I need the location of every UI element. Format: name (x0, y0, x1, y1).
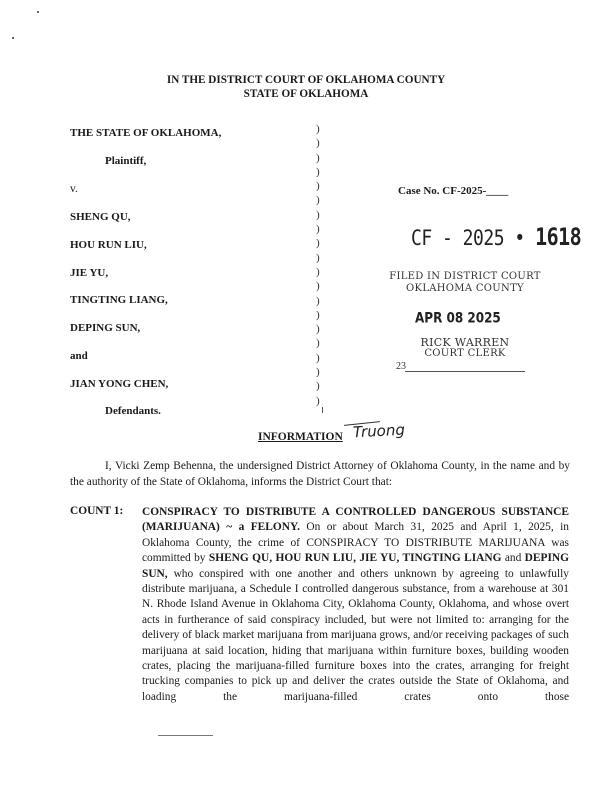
defendant-4: TINGTING LIANG, (70, 294, 168, 306)
caption-bracket: ) (316, 351, 320, 364)
caption-bracket: ) (316, 308, 320, 321)
caption-bracket: ) (316, 180, 320, 193)
caption-bracket: ) (316, 165, 320, 178)
clerk-number: 23 (396, 361, 406, 372)
caption-bracket: ) (316, 265, 320, 278)
defendant-3: JIE YU, (70, 267, 109, 279)
filed-date: APR 08 2025 (415, 310, 501, 327)
count-label: COUNT 1: (70, 505, 124, 517)
case-number-label: Case No. CF-2025-____ (398, 185, 509, 197)
caption-bracket: ) (316, 137, 320, 150)
filed-stamp-line2: OKLAHOMA COUNTY (406, 283, 524, 294)
clerk-title: COURT CLERK (424, 348, 506, 359)
filed-stamp-line1: FILED IN DISTRICT COURT (389, 271, 541, 282)
caption-bracket: ) (316, 208, 320, 221)
caption-bracket: ) (316, 294, 320, 307)
caption-bracket: ) (316, 223, 320, 236)
scan-speck (12, 37, 14, 39)
pen-mark (322, 407, 323, 413)
caption-bracket: ) (316, 323, 320, 336)
plaintiff-name: THE STATE OF OKLAHOMA, (70, 127, 222, 139)
clerk-signature-line (405, 371, 525, 372)
court-name: IN THE DISTRICT COURT OF OKLAHOMA COUNTY (166, 74, 446, 86)
document-title: INFORMATION (258, 431, 343, 443)
count-defendants-a: SHENG QU, HOU RUN LIU, JIE YU, TINGTING LIANG (208, 552, 502, 565)
caption-bracket: ) (316, 151, 320, 164)
defendant-1: SHENG QU, (70, 211, 131, 223)
caption-bracket: ) (316, 337, 320, 350)
conjunction: and (70, 350, 88, 362)
footer-rule (158, 735, 213, 736)
intro-paragraph (70, 459, 570, 490)
court-header (0, 73, 612, 101)
case-number-stamp-digits: 1618 (535, 222, 582, 251)
caption-bracket: ) (316, 123, 320, 135)
count-text-a: On or about March 31, 2025 and April 1, 2025, in Oklahoma County, the crime of CONSPIRACY TO DISTRIBUTE MARIJUANA was committed by (142, 521, 570, 565)
clerk-name: RICK WARREN (420, 336, 510, 349)
caption-bracket: ) (316, 380, 320, 393)
case-number-stamp (411, 222, 581, 251)
defendant-2: HOU RUN LIU, (70, 239, 147, 251)
caption-bracket: ) (316, 366, 320, 379)
caption-bracket: ) (316, 194, 320, 207)
defendant-6: JIAN YONG CHEN, (70, 378, 169, 390)
caption-bracket: ) (316, 251, 320, 264)
caption-bracket: ) (316, 394, 320, 407)
count-text-b: and (501, 552, 525, 565)
caption-bracket: ) (316, 237, 320, 250)
handwritten-note: Truong (352, 420, 406, 442)
court-state: STATE OF OKLAHOMA (243, 88, 369, 100)
scan-speck (37, 11, 39, 13)
intro-text: I, Vicki Zemp Behenna, the undersigned District Attorney of Oklahoma County, in the name and by the authority of the State of Oklahoma, informs the District Court that: (70, 460, 570, 488)
count-body (142, 505, 569, 705)
caption-bracket-column (316, 122, 320, 408)
defendant-5: DEPING SUN, (70, 322, 141, 334)
count-defendants-b: DEPING SUN, (142, 552, 569, 580)
plaintiff-role: Plaintiff, (105, 155, 147, 167)
caption-bracket: ) (316, 280, 320, 293)
defendants-role: Defendants. (105, 405, 161, 417)
count-text-c: who conspired with one another and others unknown by agreeing to unlawfully distribute marijuana, a Schedule I controlled dangerous substance, from a warehouse at 301 N. Rhode Island Avenue in Oklahoma City, Oklahoma County, Oklahoma, and whose overt acts in furtherance of said conspiracy included, but were not limited to: arranging for the delivery of black market marijuana from marijuana grows, and/or receiving packages of such marijuana at said location, hiding that marijuana within furniture boxes, building wooden crates, placing the marijuana-filled furniture boxes into the crates, arranging for freight trucking companies to pick up and deliver the crates outside the State of Oklahoma, and loading the marijuana-filled crates onto those (142, 567, 569, 703)
case-number-stamp-prefix: CF - 2025 • (411, 225, 525, 251)
count-heading: CONSPIRACY TO DISTRIBUTE A CONTROLLED DANGEROUS SUBSTANCE (MARIJUANA) ~ a FELONY. (142, 506, 569, 534)
versus: v. (70, 183, 78, 195)
